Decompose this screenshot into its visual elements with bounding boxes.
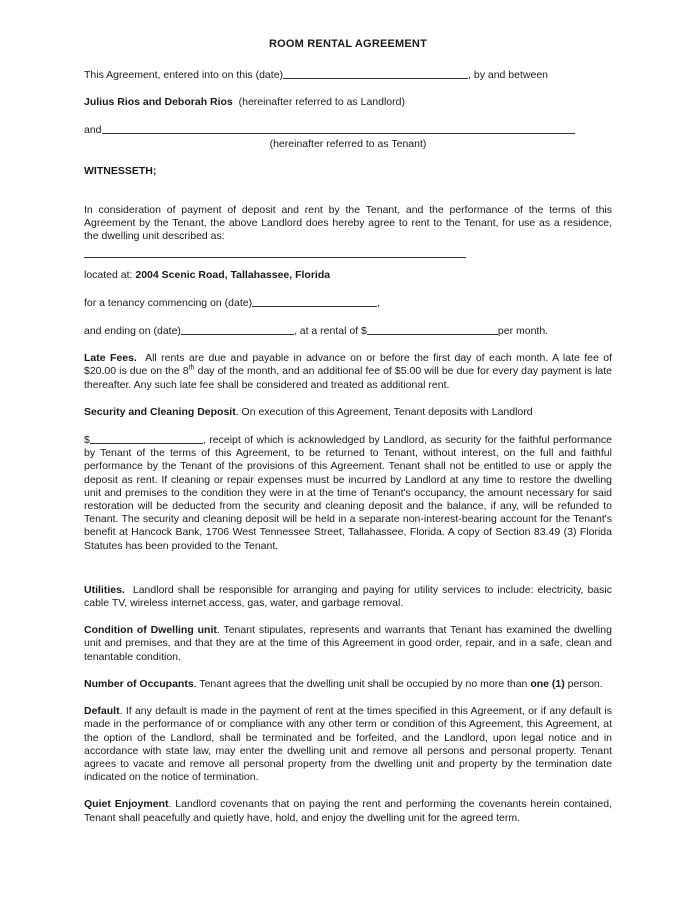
ending-date-blank-field[interactable] xyxy=(181,324,294,335)
occupants-section xyxy=(84,678,612,691)
spacer xyxy=(84,258,612,269)
intro-lead-text: This Agreement, entered into on this (date) xyxy=(84,69,284,81)
ending-label: and ending on (date) xyxy=(84,325,181,338)
utilities-heading: Utilities. xyxy=(84,583,125,596)
commencing-date-blank-field[interactable] xyxy=(252,296,377,307)
spacer xyxy=(84,109,612,123)
witnesseth-body: In consideration of payment of deposit and rent by the Tenant, and the performance of the terms of this Agreement by the Tenant, the above Landlord does hereby agree to rent to the Tenant, for use as a residence, the dwelling unit described as: xyxy=(84,204,612,243)
occupants-body-part1: . Tenant agrees that the dwelling unit shall be occupied by no more than xyxy=(193,677,531,690)
spacer xyxy=(84,82,612,96)
default-heading: Default xyxy=(84,705,120,718)
commencing-date-line xyxy=(84,296,612,310)
intro-after-date-text: , by and between xyxy=(468,69,549,81)
security-deposit-body-text: , receipt of which is acknowledged by Landlord, as security for the faithful performance by Tenant of the terms of this Agreement, to be returned to Tenant, without interest, on the full and faithful performance by the Tenant of the provisions of this Agreement. Tenant shall not be entitled to use or apply the deposit as rent. If cleaning or repair expenses must be incurred by Landlord at any time to restore the dwelling unit and premises to the condition they were in at the time of Tenant's occupancy, the amount necessary for said restoration will be deducted from the security and cleaning deposit and the balance, if any, will be refunded to Tenant. The security and cleaning deposit will be held in a separate non-interest-bearing account for the Tenant's benefit at Hancock Bank, 1706 West Tennessee Street, Tallahassee, Florida. A copy of Section 83.49 (3) Florida Statutes has been provided to the Tenant. xyxy=(84,434,612,552)
property-address: 2004 Scenic Road, Tallahassee, Florida xyxy=(135,268,331,281)
rental-amount-blank-field[interactable] xyxy=(367,324,498,335)
deposit-amount-blank-field[interactable] xyxy=(90,433,203,444)
spacer xyxy=(84,691,612,705)
located-at-label: located at: xyxy=(84,268,133,281)
ordinal-suffix: th xyxy=(188,362,195,372)
tenant-name-line xyxy=(84,123,612,137)
occupant-count: one (1) xyxy=(530,677,565,690)
security-deposit-body xyxy=(84,433,612,553)
ending-date-rental-line xyxy=(84,324,612,338)
occupants-body-part2: person. xyxy=(564,677,603,690)
utilities-body: Landlord shall be responsible for arranging and paying for utility services to include: electricity, basic cable TV, wireless internet access, gas, water, and garbage removal. xyxy=(84,583,612,610)
default-section xyxy=(84,705,612,784)
default-body: . If any default is made in the payment of rent at the times specified in this Agreement, or if any default is made in the performance of or compliance with any other term or condition of this Agreement, this Agreement, at the option of the Landlord, shall be terminated and be forfeited, and the Landlord, upon legal notice and in accordance with state law, may enter the dwelling unit and remove all persons and personal property. Tenant agrees to vacate and remove all personal property from the dwelling unit and property by the termination date indicated on the notice of termination. xyxy=(84,705,612,784)
dollar-sign: $ xyxy=(84,434,90,447)
landlord-names: Julius Rios and Deborah Rios xyxy=(84,96,233,109)
quiet-enjoyment-heading: Quiet Enjoyment xyxy=(84,798,169,811)
late-fees-body-part1: All rents are due and payable in advance on or before the first day of each month. A late fee of $20.00 is due on the 8 xyxy=(84,352,612,378)
spacer xyxy=(84,310,612,324)
spacer xyxy=(84,419,612,433)
security-deposit-heading-trailer: . On execution of this Agreement, Tenant deposits with Landlord xyxy=(235,405,533,418)
tenant-note: (hereinafter referred to as Tenant) xyxy=(269,137,427,150)
intro-date-line xyxy=(84,68,612,82)
quiet-enjoyment-section xyxy=(84,798,612,824)
rental-label: , at a rental of $ xyxy=(293,325,367,338)
landlord-line xyxy=(84,96,612,109)
spacer xyxy=(84,338,612,352)
late-fees-section xyxy=(84,352,612,392)
utilities-section xyxy=(84,584,612,610)
page-title: ROOM RENTAL AGREEMENT xyxy=(269,38,427,50)
per-month-label: per month. xyxy=(497,325,549,338)
tenant-name-blank-field[interactable] xyxy=(102,123,575,134)
witnesseth-heading xyxy=(84,165,612,178)
spacer xyxy=(84,178,612,204)
security-deposit-heading: Security and Cleaning Deposit xyxy=(84,405,236,418)
document-body xyxy=(84,38,612,825)
spacer xyxy=(84,610,612,624)
commencing-trailer: , xyxy=(377,296,381,309)
date-blank-field[interactable] xyxy=(283,68,468,79)
condition-section xyxy=(84,624,612,664)
premises-line xyxy=(84,269,612,282)
condition-heading: Condition of Dwelling unit xyxy=(84,624,217,637)
spacer xyxy=(84,784,612,798)
spacer xyxy=(84,553,612,584)
witnesseth-heading-text: WITNESSETH; xyxy=(84,164,157,177)
and-label: and xyxy=(84,124,102,137)
quiet-enjoyment-body: . Landlord covenants that on paying the rent and performing the covenants herein contained, Tenant shall peacefully and quietly have, hold, and enjoy the dwelling unit for the agreed term. xyxy=(84,798,612,824)
late-fees-heading: Late Fees. xyxy=(84,352,137,365)
landlord-note: (hereinafter referred to as Landlord) xyxy=(238,96,405,109)
spacer xyxy=(84,151,612,165)
condition-body: . Tenant stipulates, represents and warrants that Tenant has examined the dwelling unit and premises, and that they are at the time of this Agreement in good order, repair, and in a safe, clean and tenantable condition. xyxy=(84,624,612,663)
spacer xyxy=(84,392,612,406)
spacer xyxy=(84,244,612,257)
occupants-heading: Number of Occupants xyxy=(84,677,194,690)
commencing-label: for a tenancy commencing on (date) xyxy=(84,296,253,309)
late-fees-body-part2: day of the month, and an additional fee of $5.00 will be due for every day payment is late thereafter. Any such late fee shall be considered and treated as additional rent. xyxy=(84,365,612,391)
security-deposit-heading-line xyxy=(84,406,612,419)
spacer xyxy=(84,282,612,296)
spacer xyxy=(84,664,612,678)
